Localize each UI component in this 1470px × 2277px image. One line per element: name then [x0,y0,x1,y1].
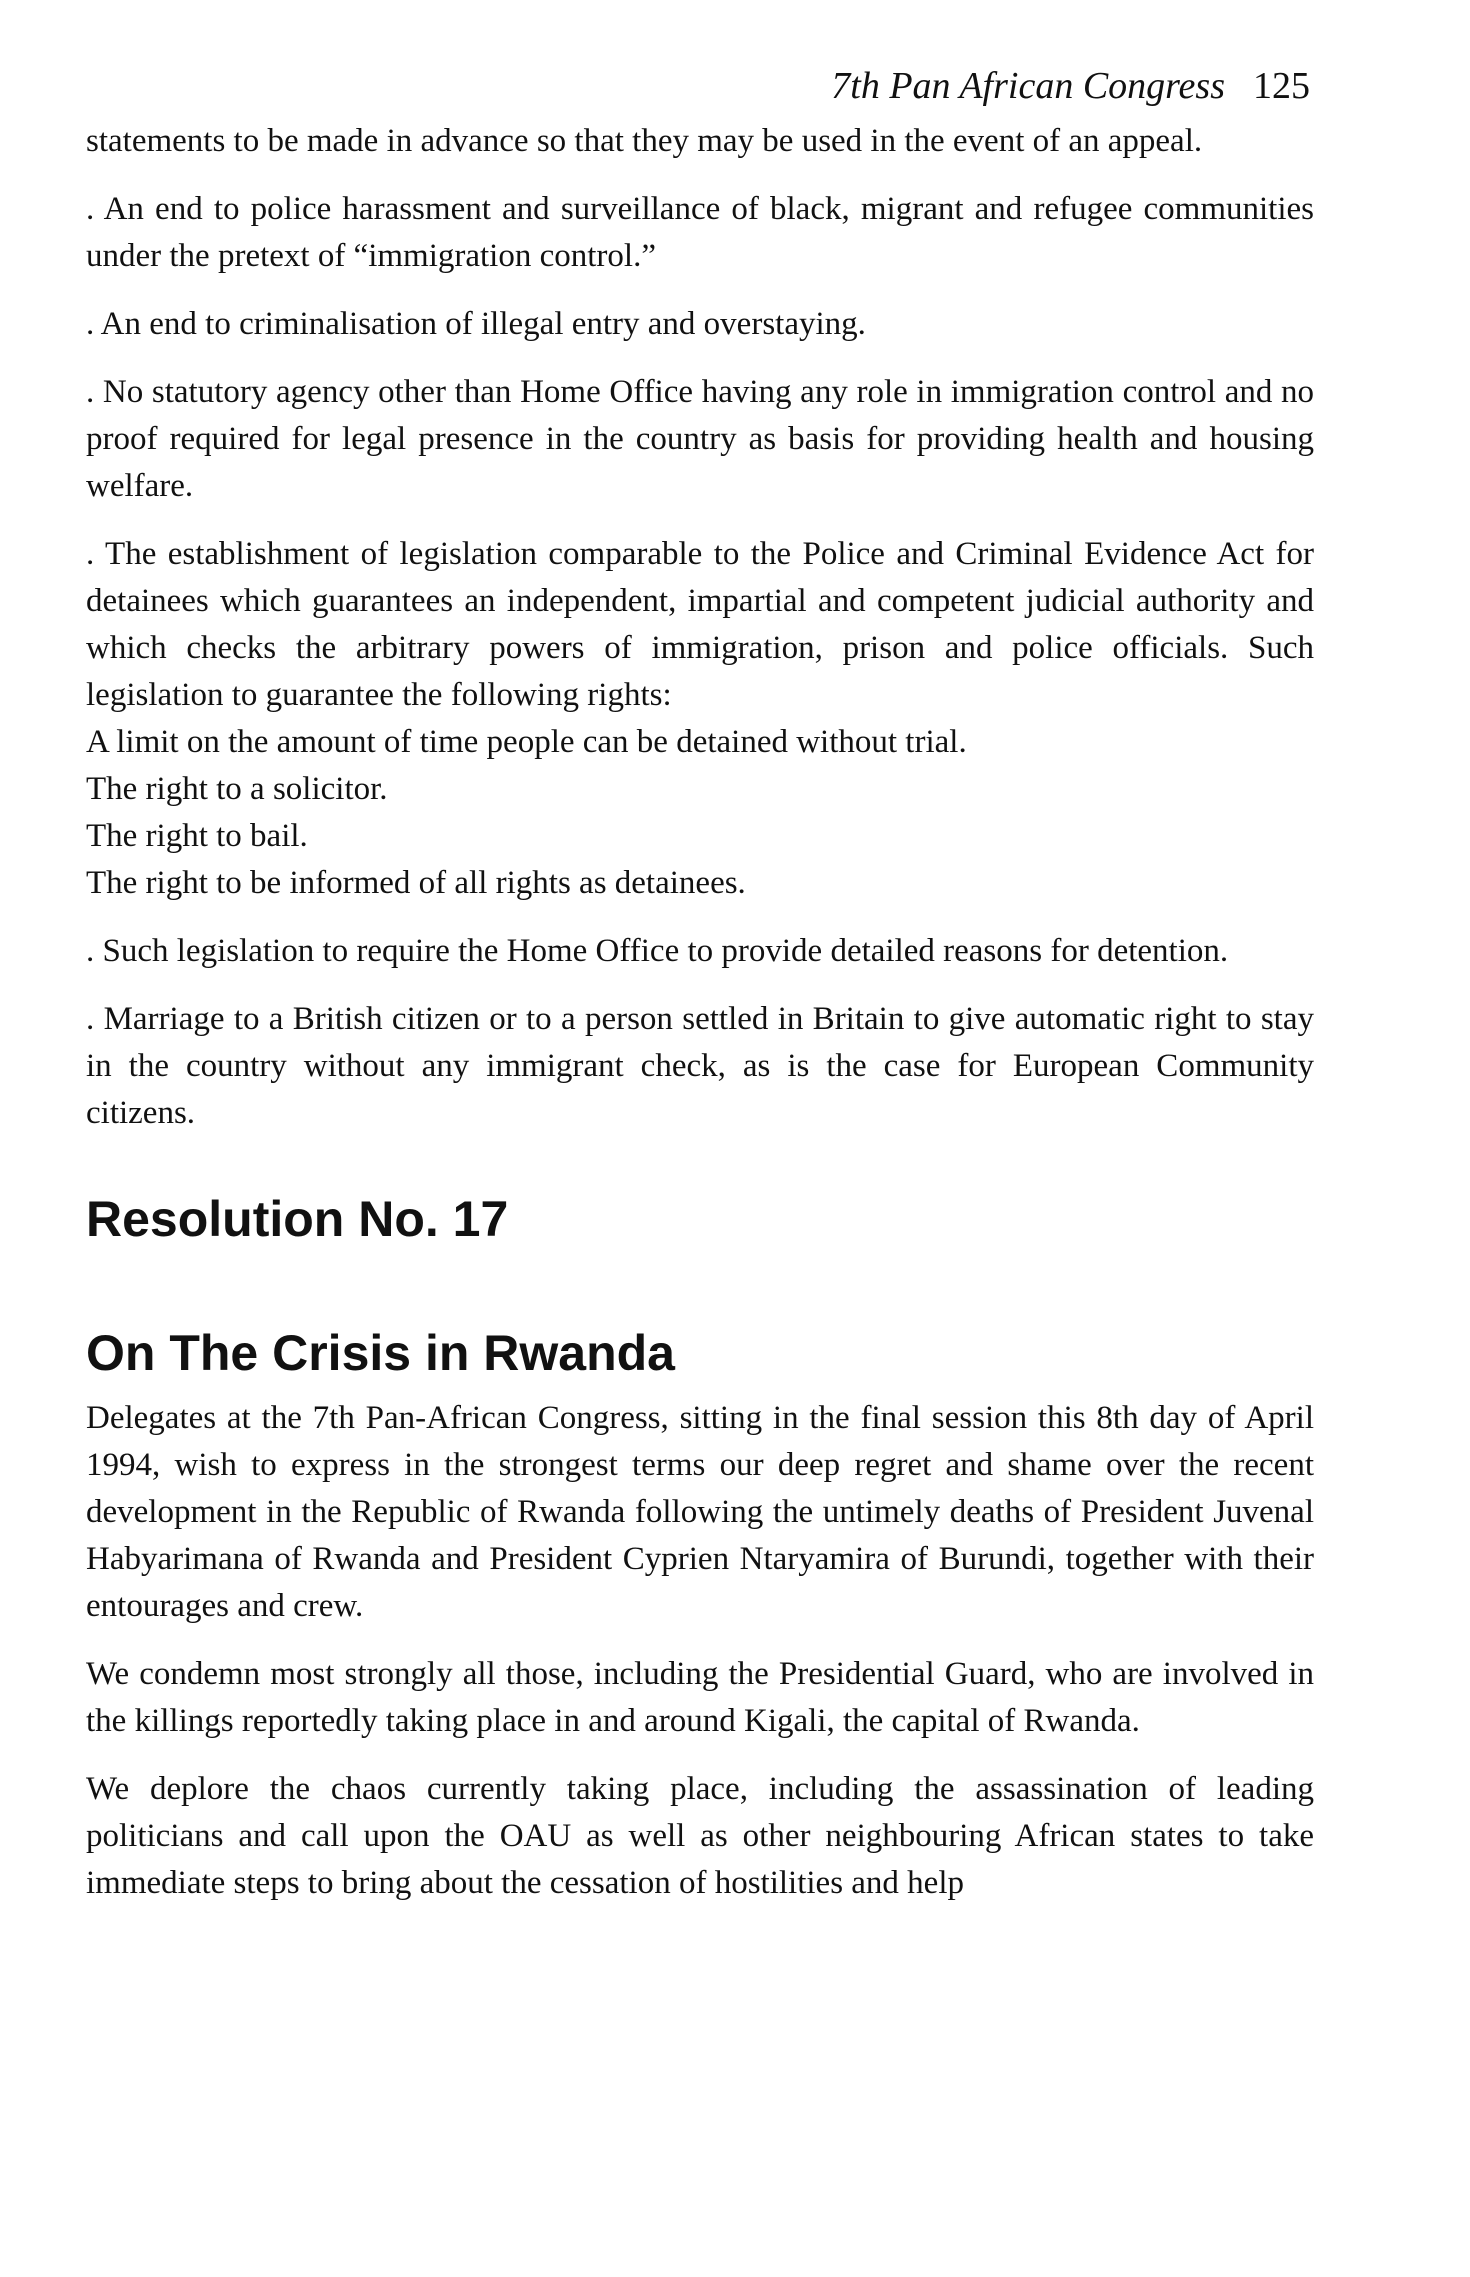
rights-list-item: The right to be informed of all rights as detainees. [86,865,746,901]
paragraph-condemn: We condemn most strongly all those, including the Presidential Guard, who are involved in the killings reportedly taking place in and around Kigali, the capital of Rwanda. [86,1656,1314,1739]
resolution-heading: Resolution No. 17 [86,1191,509,1247]
legislation-block [86,531,1314,907]
paragraph-statutory-agency: . No statutory agency other than Home Office having any role in immigration control and no proof required for legal presence in the country as basis for providing health and housing welfare. [86,374,1314,504]
paragraph-deplore: We deplore the chaos currently taking place, including the assassination of leading politicians and call upon the OAU as well as other neighbouring African states to take immediate steps to bring about the cessation of hostilities and help [86,1771,1314,1901]
rights-list-item: The right to a solicitor. [86,771,388,807]
rights-list-item: The right to bail. [86,818,308,854]
paragraph-marriage-right: . Marriage to a British citizen or to a person settled in Britain to give automatic right to stay in the country without any immigrant check, as is the case for European Community citizens. [86,1001,1314,1131]
section-title: On The Crisis in Rwanda [86,1325,675,1381]
paragraph-legislation: . The establishment of legislation comparable to the Police and Criminal Evidence Act for detainees which guarantees an independent, impartial and competent judicial authority and which checks the arbitrary powers of immigration, prison and police officials. Such legislation to guarantee the following rights: [86,536,1314,713]
paragraph-police-harassment: . An end to police harassment and surveillance of black, migrant and refugee communities under the pretext of “immigration control.” [86,191,1314,274]
paragraph-criminalisation: . An end to criminalisation of illegal entry and overstaying. [86,306,866,342]
rights-list-item: A limit on the amount of time people can be detained without trial. [86,724,967,760]
paragraph-delegates: Delegates at the 7th Pan-African Congress, sitting in the final session this 8th day of April 1994, wish to express in the strongest terms our deep regret and shame over the recent development in the Republic of Rwanda following the untimely deaths of President Juvenal Habyarimana of Rwanda and President Cyprien Ntaryamira of Burundi, together with their entourages and crew. [86,1400,1314,1624]
document-page [86,62,1314,1928]
page-number: 125 [1253,65,1310,107]
running-header [86,62,1314,110]
paragraph-appeal-statements: statements to be made in advance so that they may be used in the event of an appeal. [86,123,1203,159]
paragraph-detention-reasons: . Such legislation to require the Home Office to provide detailed reasons for detention. [86,933,1229,969]
running-title: 7th Pan African Congress [831,65,1225,107]
